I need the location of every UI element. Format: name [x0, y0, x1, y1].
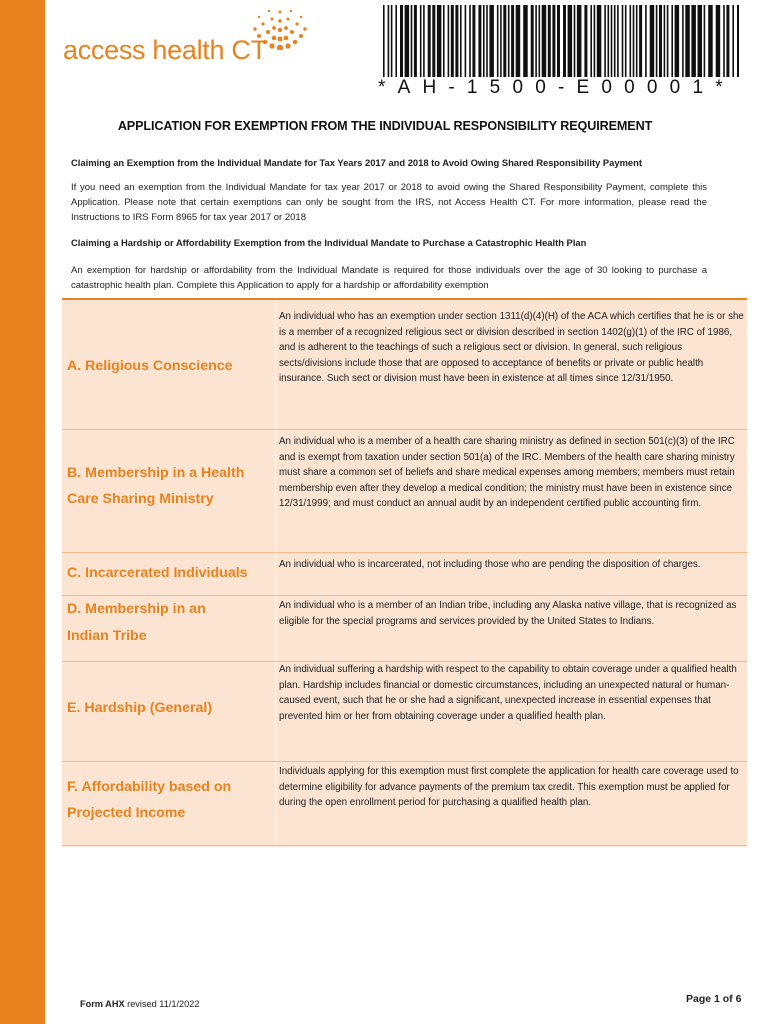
form-revision	[80, 999, 200, 1009]
exemption-description: An individual who is a member of an Indian tribe, including any Alaska native village, that is recognized as eligible for the special programs and services provided by the United States to Indians.	[279, 600, 737, 627]
exemption-label: D. Membership in an Indian Tribe	[67, 601, 206, 644]
exemption-row-affordability	[62, 761, 747, 847]
row-divider	[275, 596, 276, 662]
barcode-text: *AH-1500-E00001*	[378, 77, 735, 98]
row-divider	[275, 430, 276, 553]
exemption-label: C. Incarcerated Individuals	[67, 565, 248, 581]
table-bottom-rule	[62, 845, 747, 846]
exemption-table	[62, 298, 747, 846]
access-health-ct-logo	[63, 8, 313, 70]
exemption-row-hardship	[62, 661, 747, 762]
logo-wordmark: access health CT	[63, 35, 267, 65]
form-label: Form AHX	[80, 999, 125, 1009]
row-divider	[275, 553, 276, 596]
row-divider	[275, 762, 276, 847]
section-body-hardship: An exemption for hardship or affordability from the Individual Mandate is required for those individuals over the age of 30 looking to purchase a catastrophic health plan. Complete this Application to apply for a hardship or affordability exemption	[71, 265, 707, 291]
exemption-label: A. Religious Conscience	[67, 358, 233, 374]
page-title: APPLICATION FOR EXEMPTION FROM THE INDIVIDUAL RESPONSIBILITY REQUIREMENT	[117, 119, 653, 133]
exemption-row-incarcerated	[62, 552, 747, 596]
form-revised-date: revised 11/1/2022	[127, 999, 200, 1009]
barcode-image	[383, 5, 739, 77]
exemption-row-religious	[62, 298, 747, 431]
exemption-label: E. Hardship (General)	[67, 700, 213, 716]
exemption-description: Individuals applying for this exemption must first complete the application for health care coverage used to determine eligibility for advance payments of the premium tax credit. This exemption must be applied for during the open enrollment period for purchasing a qualified health plan.	[279, 766, 739, 809]
exemption-label: F. Affordability based on Projected Income	[67, 779, 232, 821]
exemption-description: An individual who is a member of a health care sharing ministry as defined in section 501(c)(3) of the IRC and is exempt from taxation under section 501(a) of the IRC. Members of the health care sharing ministry must share a common set of beliefs and share medical expenses among members; members must retain membership even after they develop a medical condition; the ministry must have been in existence since 12/31/1999; and must conduct an annual audit by an independent certified public accounting firm.	[279, 436, 735, 510]
section-body-mandate: If you need an exemption from the Individual Mandate for tax year 2017 or 2018 to avoid owing the Shared Responsibility Payment, complete this Application. Please note that certain exemptions can only be sought from the IRS, not Access Health CT. For more information, please read the Instructions to IRS Form 8965 for tax year 2017 or 2018	[71, 182, 707, 223]
exemption-row-indian-tribe	[62, 595, 747, 662]
row-divider	[275, 300, 276, 431]
row-divider	[275, 662, 276, 762]
orange-side-bar	[0, 0, 45, 1024]
section-heading-mandate: Claiming an Exemption from the Individual Mandate for Tax Years 2017 and 2018 to Avoid Owing Shared Responsibility Payment	[71, 157, 642, 168]
exemption-description: An individual who is incarcerated, not including those who are pending the disposition of charges.	[279, 559, 701, 570]
exemption-row-health-care-sharing	[62, 429, 747, 553]
exemption-label: B. Membership in a Health Care Sharing Ministry	[67, 465, 245, 507]
page-number: Page 1 of 6	[686, 993, 742, 1005]
exemption-description: An individual suffering a hardship with respect to the capability to obtain coverage under a qualified health plan. Hardship includes financial or domestic circumstances, including an unexpected natural or human-caused event, such that he or she had a significant, unexpected increase in essential expenses that prevented him or her from obtaining coverage under a qualified health plan.	[279, 664, 737, 722]
section-heading-hardship: Claiming a Hardship or Affordability Exemption from the Individual Mandate to Purchase a Catastrophic Health Plan	[71, 237, 587, 248]
exemption-description: An individual who has an exemption under section 1311(d)(4)(H) of the ACA which certifies that he is or she is a member of a recognized religious sect or division described in section 1402(g)(1) of the IRC of 1986, and is adherent to the teachings of such a religious sect or division. In general, such religious sects/divisions include those that are opposed to acceptance of benefits or private or public health insurance. Such sect or division must have been in existence at all times since 12/31/1950.	[279, 311, 744, 385]
